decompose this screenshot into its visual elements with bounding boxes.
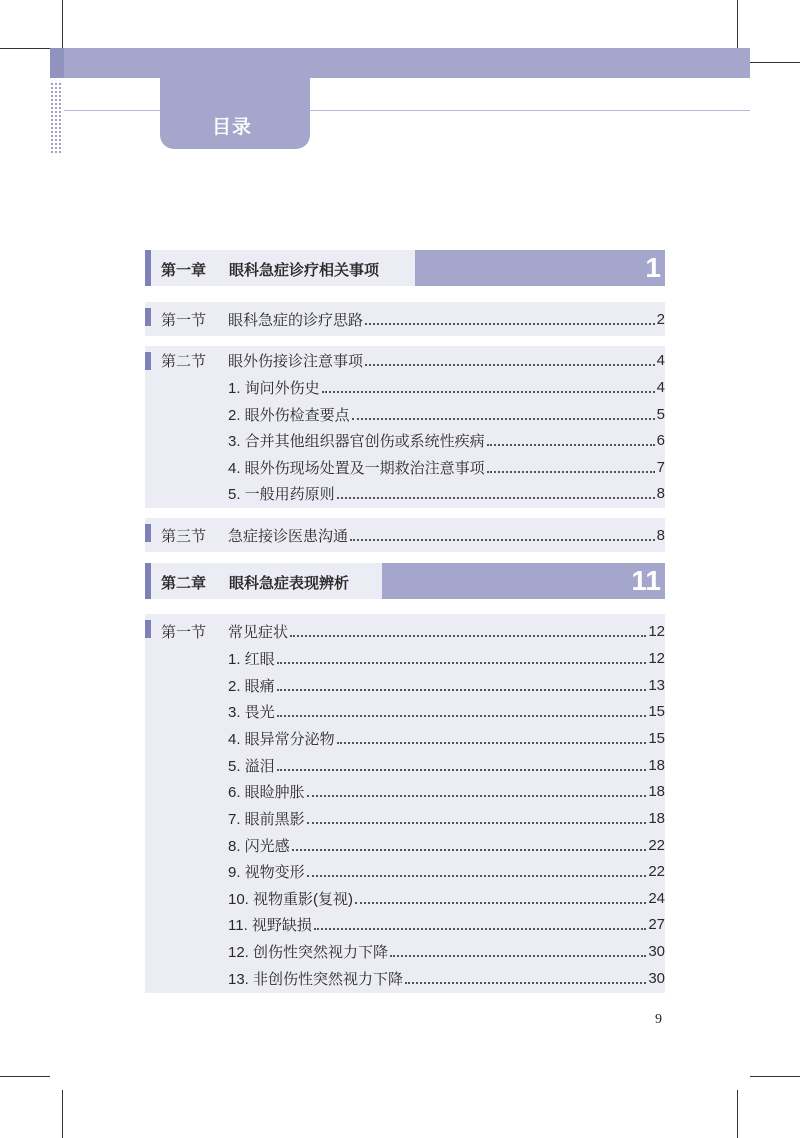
chapter-title: 眼科急症诊疗相关事项 (229, 262, 380, 279)
crop-mark (0, 48, 50, 49)
dot-leader (307, 795, 647, 797)
toc-entry-label: 8. 闪光感 (228, 837, 290, 855)
toc-entry-page: 8 (656, 484, 665, 502)
toc-subentry[interactable] (228, 941, 665, 961)
toc-entry-label: 眼外伤接诊注意事项 (228, 352, 364, 370)
toc-entry-label: 1. 红眼 (228, 650, 275, 668)
section-bar (145, 352, 151, 370)
toc-entry-label: 12. 创伤性突然视力下降 (228, 943, 389, 961)
dot-leader (314, 928, 646, 930)
toc-subentry[interactable] (228, 483, 665, 503)
toc-subentry[interactable] (228, 648, 665, 668)
toc-entry[interactable] (228, 525, 665, 545)
dot-leader (322, 391, 655, 393)
dot-leader (337, 497, 655, 499)
crop-mark (737, 0, 738, 48)
dot-leader (290, 635, 646, 637)
chapter-2-heading[interactable] (145, 563, 665, 599)
toc-entry-label: 2. 眼痛 (228, 677, 275, 695)
dot-leader (277, 715, 647, 717)
toc-entry-label: 4. 眼外伤现场处置及一期救治注意事项 (228, 459, 485, 477)
dot-leader (337, 742, 647, 744)
section-code: 第一节 (161, 312, 207, 329)
toc-entry-label: 7. 眼前黑影 (228, 810, 305, 828)
crop-mark (750, 1076, 800, 1077)
toc-entry-page: 2 (656, 310, 665, 328)
dot-leader (405, 982, 646, 984)
dot-leader (390, 955, 646, 957)
chapter-code: 第二章 (161, 575, 207, 592)
section-code: 第一节 (161, 624, 207, 641)
toc-entry[interactable] (228, 309, 665, 329)
section-bar (145, 620, 151, 638)
chapter-bar (145, 250, 151, 286)
toc-entry-label: 10. 视物重影(复视) (228, 890, 354, 908)
toc-entry-page: 13 (648, 676, 665, 694)
toc-entry-page: 18 (648, 756, 665, 774)
toc-entry-page: 15 (648, 702, 665, 720)
dot-leader (350, 539, 655, 541)
toc-subentry[interactable] (228, 781, 665, 801)
toc-subentry[interactable] (228, 808, 665, 828)
toc-entry-label: 常见症状 (228, 623, 289, 641)
toc-entry-page: 18 (648, 809, 665, 827)
header-band-accent (50, 48, 64, 78)
dot-leader (365, 364, 655, 366)
toc-entry-page: 22 (648, 836, 665, 854)
section-1-1 (145, 302, 665, 336)
toc-entry-page: 4 (656, 351, 665, 369)
toc-entry-page: 22 (648, 862, 665, 880)
chapter-number-block (415, 250, 665, 286)
dot-leader (365, 323, 655, 325)
toc-entry-label: 眼科急症的诊疗思路 (228, 311, 364, 329)
chapter-page: 1 (645, 252, 661, 283)
toc-entry-page: 24 (648, 889, 665, 907)
toc-entry-page: 27 (648, 915, 665, 933)
toc-entry-page: 12 (648, 649, 665, 667)
toc-entry-page: 8 (656, 526, 665, 544)
toc-entry[interactable] (228, 621, 665, 641)
crop-mark (0, 1076, 50, 1077)
toc-subentry[interactable] (228, 861, 665, 881)
toc-entry-label: 13. 非创伤性突然视力下降 (228, 970, 404, 988)
toc-entry-page: 30 (648, 942, 665, 960)
crop-mark (62, 0, 63, 48)
toc-entry-page: 18 (648, 782, 665, 800)
dot-leader (355, 902, 646, 904)
dot-leader (352, 418, 655, 420)
toc-entry[interactable] (228, 350, 665, 370)
toc-entry-label: 9. 视物变形 (228, 863, 305, 881)
toc-entry-page: 30 (648, 969, 665, 987)
section-code: 第三节 (161, 528, 207, 545)
header-band (50, 48, 750, 78)
section-2-1 (145, 614, 665, 993)
crop-mark (750, 62, 800, 63)
toc-entry-label: 3. 畏光 (228, 703, 275, 721)
section-bar (145, 524, 151, 542)
dot-leader (292, 849, 647, 851)
toc-entry-label: 急症接诊医患沟通 (228, 527, 349, 545)
toc-entry-label: 2. 眼外伤检查要点 (228, 406, 350, 424)
section-1-2 (145, 346, 665, 508)
chapter-code: 第一章 (161, 262, 207, 279)
toc-subentry[interactable] (228, 968, 665, 988)
toc-subentry[interactable] (228, 404, 665, 424)
toc-entry-page: 7 (656, 458, 665, 476)
dot-leader (277, 769, 647, 771)
toc-entry-label: 3. 合并其他组织器官创伤或系统性疾病 (228, 432, 485, 450)
section-bar (145, 308, 151, 326)
chapter-page: 11 (631, 565, 661, 596)
toc-entry-page: 4 (656, 378, 665, 396)
toc-subentry[interactable] (228, 675, 665, 695)
crop-mark (62, 1090, 63, 1138)
toc-entry-label: 5. 溢泪 (228, 757, 275, 775)
dot-pattern (50, 82, 62, 154)
toc-subentry[interactable] (228, 377, 665, 397)
dot-leader (307, 822, 647, 824)
toc-subentry[interactable] (228, 888, 665, 908)
toc-entry-label: 5. 一般用药原则 (228, 485, 335, 503)
crop-mark (737, 1090, 738, 1138)
dot-leader (487, 444, 655, 446)
dot-leader (487, 471, 655, 473)
toc-entry-label: 4. 眼异常分泌物 (228, 730, 335, 748)
toc-subentry[interactable] (228, 835, 665, 855)
toc-entry-page: 5 (656, 405, 665, 423)
toc-entry-label: 1. 询问外伤史 (228, 379, 320, 397)
chapter-1-heading[interactable] (145, 250, 665, 286)
toc-subentry[interactable] (228, 430, 665, 450)
dot-leader (277, 689, 647, 691)
toc-entry-page: 6 (656, 431, 665, 449)
dot-leader (277, 662, 647, 664)
toc-entry-label: 6. 眼睑肿胀 (228, 783, 305, 801)
toc-subentry[interactable] (228, 728, 665, 748)
toc-subentry[interactable] (228, 755, 665, 775)
section-1-3 (145, 518, 665, 552)
toc-entry-page: 12 (648, 622, 665, 640)
chapter-bar (145, 563, 151, 599)
chapter-title: 眼科急症表现辨析 (229, 575, 350, 592)
toc-entry-page: 15 (648, 729, 665, 747)
section-code: 第二节 (161, 353, 207, 370)
toc-entry-label: 11. 视野缺损 (228, 916, 312, 934)
chapter-number-block (382, 563, 665, 599)
page-number: 9 (655, 1012, 662, 1027)
toc-subentry[interactable] (228, 457, 665, 477)
dot-leader (307, 875, 647, 877)
toc-subentry[interactable] (228, 701, 665, 721)
page-title: 目录 (212, 117, 253, 138)
toc-subentry[interactable] (228, 914, 665, 934)
